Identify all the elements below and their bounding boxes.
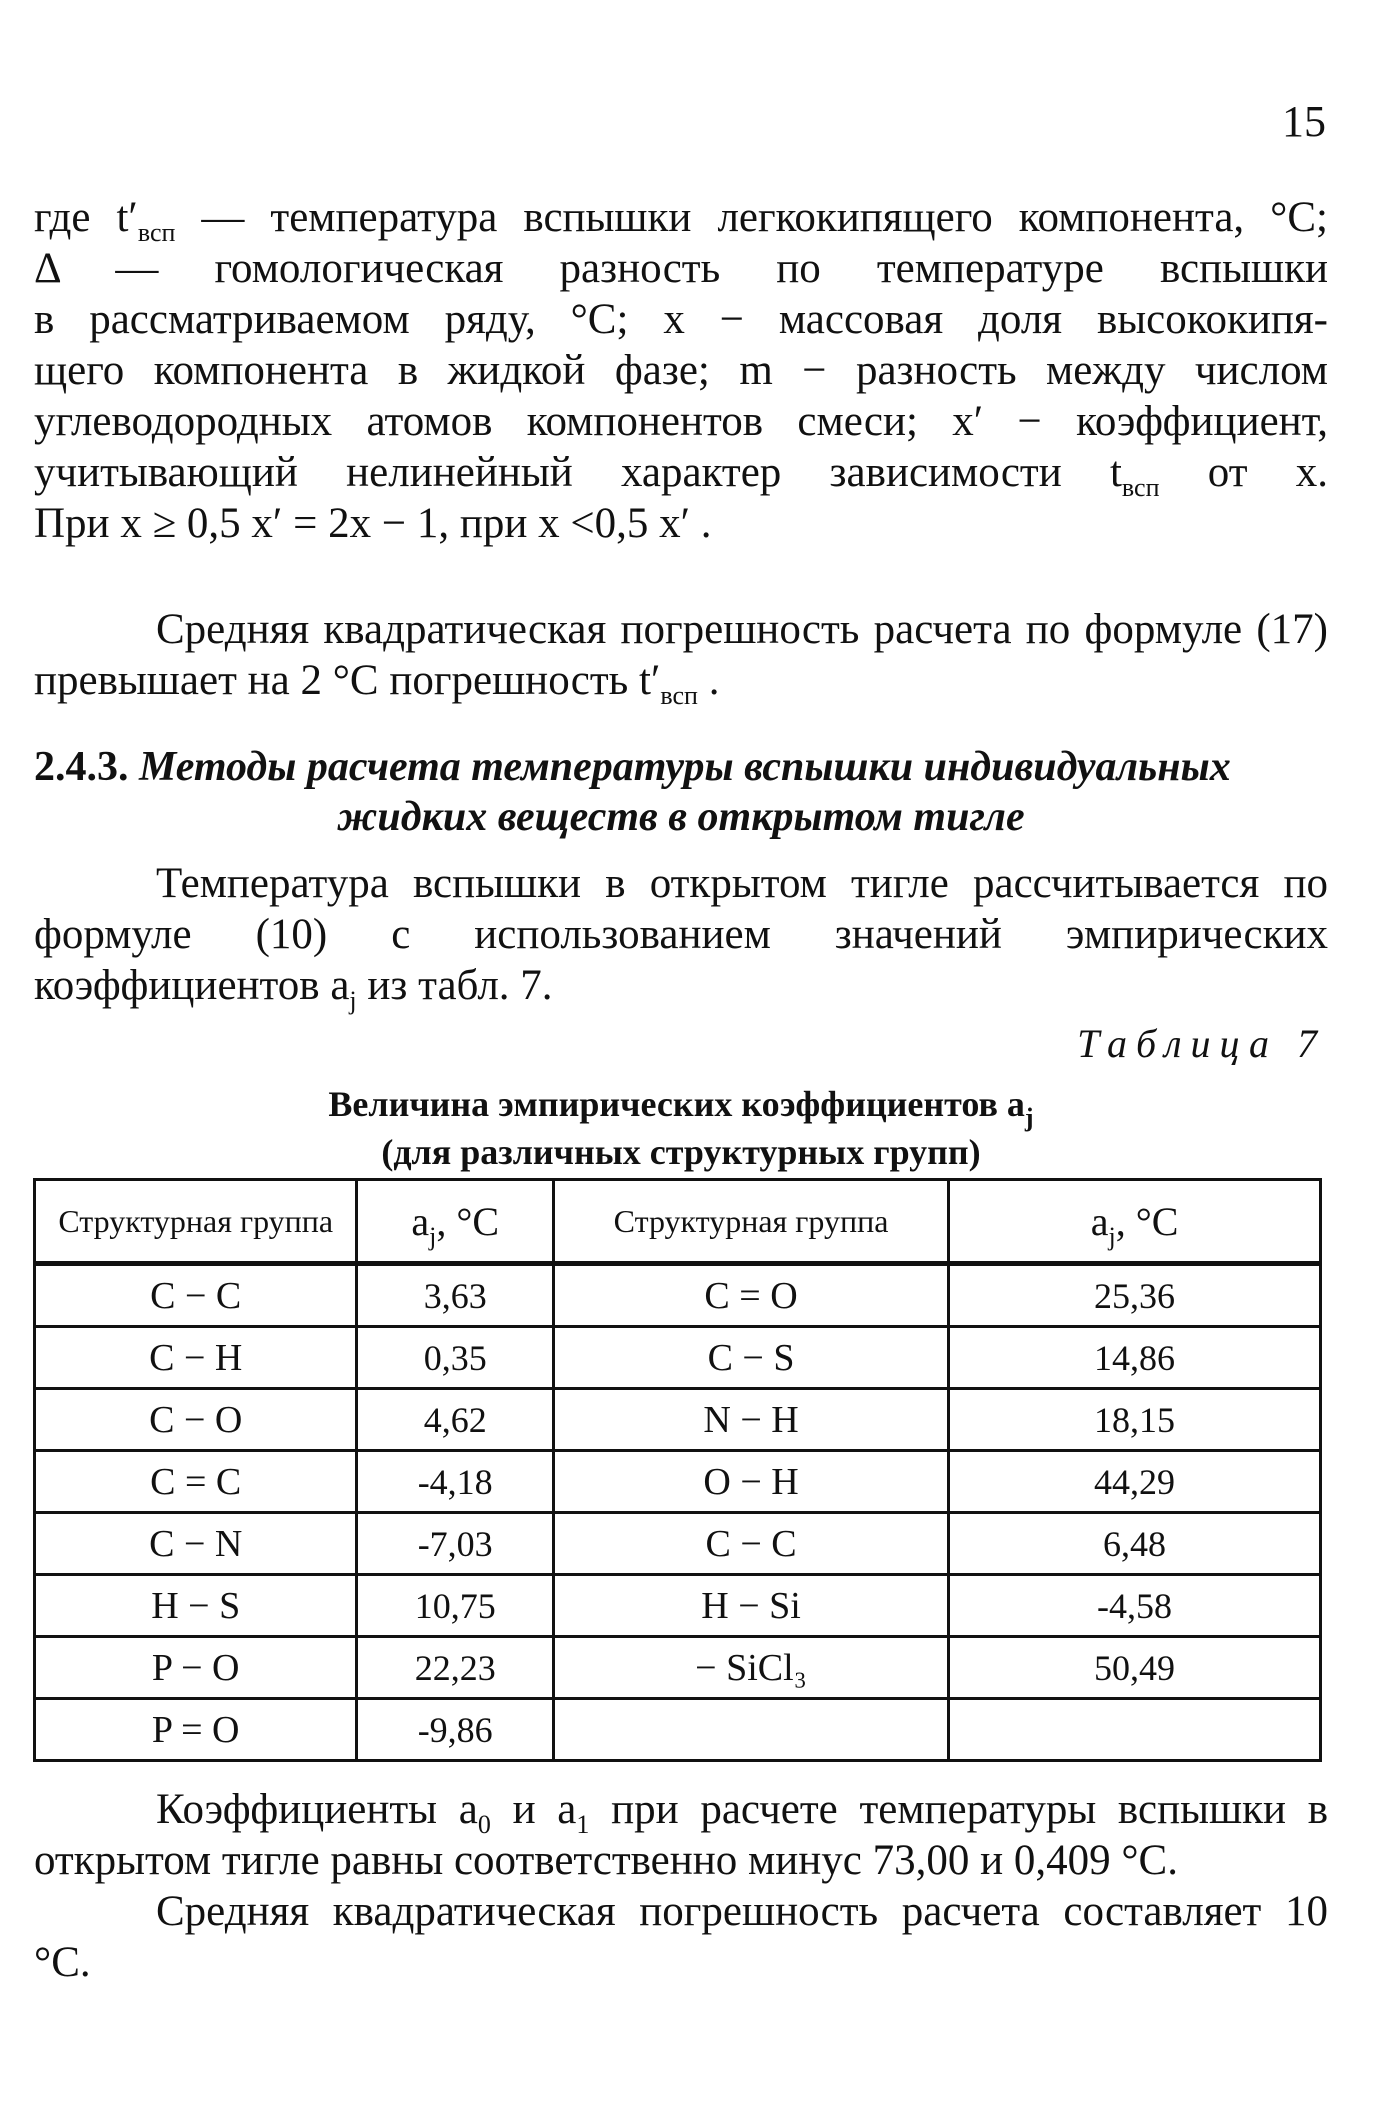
header-aj: $a_j$, °С [357,1180,554,1264]
table-header-row [35,1180,1321,1264]
structural-group-cell: H − Si [553,1575,948,1637]
coefficients-table [33,1178,1322,1762]
structural-group-cell: O − H [553,1451,948,1513]
coefficient-cell: 25,36 [949,1264,1321,1327]
table-row [35,1389,1321,1451]
definition-line: где $t'_{всп}$ — температура вспышки легкокипящего компонента, °С; [34,194,1329,247]
structural-group-cell: H − S [35,1575,357,1637]
method-paragraph: Температура вспышки в открытом тигле рассчитывается по формуле (10) с использованием значений эмпирических коэффициентов $a_j$ из табл. 7. [34,860,1328,1015]
structural-group-cell: − SiCl₃ [553,1637,948,1699]
definitions-paragraph [34,192,1328,549]
definition-line: углеводородных атомов компонентов смеси; x′ − коэффициент, [34,398,1328,445]
coefficient-cell: 0,35 [357,1327,554,1389]
section-heading [34,742,1328,842]
coefficient-cell: -7,03 [357,1513,554,1575]
coefficient-cell: 3,63 [357,1264,554,1327]
structural-group-cell: C − C [553,1513,948,1575]
coefficient-cell: 14,86 [949,1327,1321,1389]
structural-group-cell: P = O [35,1699,357,1761]
page-number: 15 [1282,97,1326,146]
coefficient-cell: 18,15 [949,1389,1321,1451]
table-row [35,1264,1321,1327]
table-body [35,1264,1321,1761]
coefficient-cell: 22,23 [357,1637,554,1699]
definition-line: учитывающий нелинейный характер зависимости $t_{всп}$ от x. [34,449,1328,502]
coefficient-cell: 44,29 [949,1451,1321,1513]
structural-group-cell: C − N [35,1513,357,1575]
structural-group-cell: P − O [35,1637,357,1699]
table-row [35,1575,1321,1637]
table-row [35,1451,1321,1513]
structural-group-cell: C = O [553,1264,948,1327]
coefficient-cell: -4,58 [949,1575,1321,1637]
header-structural-group: Структурная группа [35,1180,357,1264]
section-number: 2.4.3. [34,744,129,790]
table-title: Величина эмпирических коэффициентов $a_j$ (для различных структурных групп) [328,1084,1034,1172]
coefficient-cell: 6,48 [949,1513,1321,1575]
coefficient-cell: -4,18 [357,1451,554,1513]
coefficients-paragraph: Коэффициенты $a_0$ и $a_1$ при расчете температуры вспышки в открытом тигле равны соответственно минус 73,00 и 0,409 °С. [34,1786,1328,1884]
header-structural-group: Структурная группа [553,1180,948,1264]
coefficient-cell [949,1699,1321,1761]
definition-line: При x ≥ 0,5 x′ = 2x − 1, при x <0,5 x′ . [34,500,712,547]
error-paragraph: Средняя квадратическая погрешность расчета по формуле (17) превышает на 2 °С погрешность $t'_{всп}$ . [34,606,1328,710]
table-row [35,1513,1321,1575]
structural-group-cell: C = C [35,1451,357,1513]
section-title-line1: Методы расчета температуры вспышки индивидуальных [139,744,1231,790]
definition-line: Δ — гомологическая разность по температуре вспышки [34,245,1328,292]
table-label: Таблица 7 [1077,1021,1326,1066]
table-row [35,1699,1321,1761]
definition-line: в рассматриваемом ряду, °С; x − массовая доля высококипя- [34,296,1328,343]
coefficient-cell: 4,62 [357,1389,554,1451]
structural-group-cell: C − H [35,1327,357,1389]
coefficient-cell: 50,49 [949,1637,1321,1699]
structural-group-cell: C − S [553,1327,948,1389]
header-aj: $a_j$, °С [949,1180,1321,1264]
section-title-line2: жидких веществ в открытом тигле [337,794,1025,840]
final-paragraph: Средняя квадратическая погрешность расчета составляет 10 °С. [34,1888,1328,1986]
structural-group-cell: C − O [35,1389,357,1451]
structural-group-cell: C − C [35,1264,357,1327]
coefficient-cell: 10,75 [357,1575,554,1637]
structural-group-cell [553,1699,948,1761]
structural-group-cell: N − H [553,1389,948,1451]
definition-line: щего компонента в жидкой фазе; m − разность между числом [34,347,1328,394]
table-row [35,1637,1321,1699]
coefficient-cell: -9,86 [357,1699,554,1761]
table-row [35,1327,1321,1389]
